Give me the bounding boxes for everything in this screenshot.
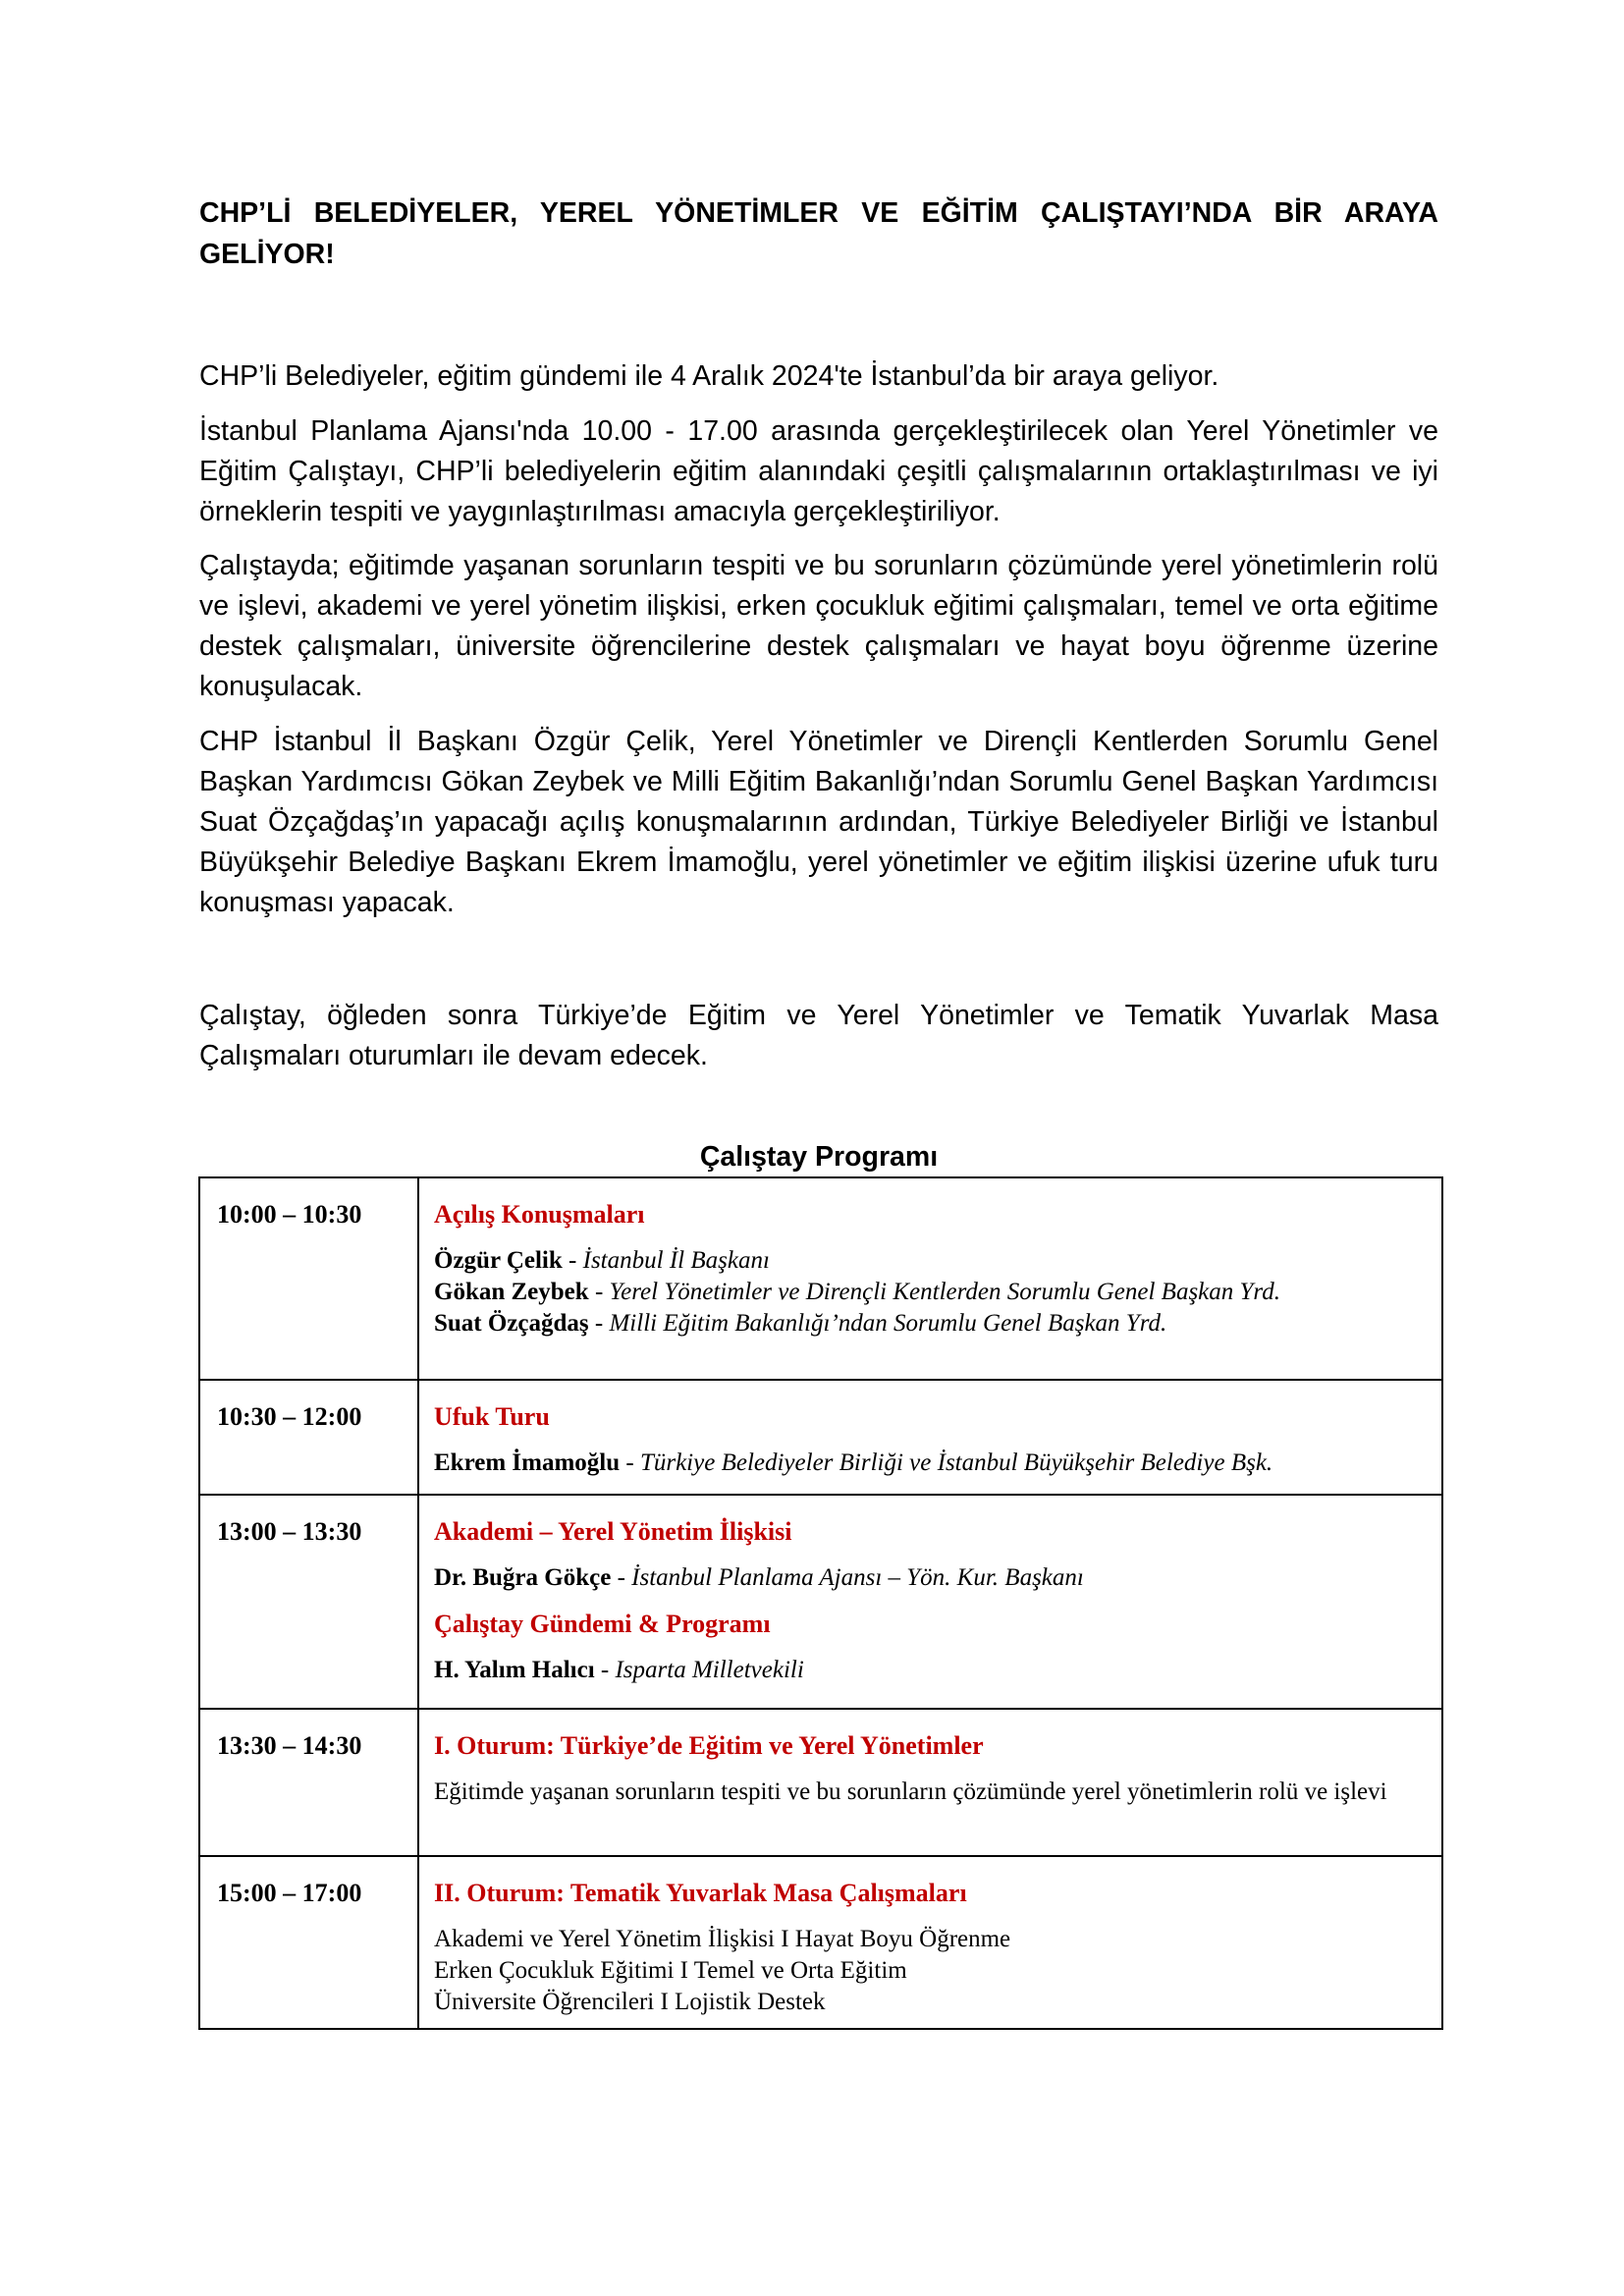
speaker-role: İstanbul İl Başkanı [582,1247,770,1274]
speaker-role: Türkiye Belediyeler Birliği ve İstanbul Büyükşehir Belediye Bşk. [639,1449,1273,1476]
session-title: Açılış Konuşmaları [434,1200,645,1229]
session-details [418,1177,1442,1380]
table-row [199,1380,1442,1495]
speaker-name: Özgür Çelik [434,1247,563,1274]
paragraph-afternoon: Çalıştay, öğleden sonra Türkiye’de Eğitim ve Yerel Yönetimler ve Tematik Yuvarlak Masa Çalışmaları oturumları ile devam edecek. [199,1000,1438,1071]
speaker: Gökan Zeybek - Yerel Yönetimler ve Dirençli Kentlerden Sorumlu Genel Başkan Yrd. [434,1279,1280,1305]
speaker-role: İstanbul Planlama Ajansı – Yön. Kur. Başkanı [631,1564,1084,1591]
speaker-name: Dr. Buğra Gökçe [434,1564,612,1591]
session-time: 10:00 – 10:30 [199,1177,418,1380]
speaker-name: H. Yalım Halıcı [434,1657,595,1683]
session-details [418,1709,1442,1856]
speaker: Dr. Buğra Gökçe - İstanbul Planlama Ajansı – Yön. Kur. Başkanı [434,1564,1084,1591]
topic-line: Akademi ve Yerel Yönetim İlişkisi I Hayat Boyu Öğrenme [434,1926,1011,1952]
paragraph-topics: Çalıştayda; eğitimde yaşanan sorunların tespiti ve bu sorunların çözümünde yerel yönetimlerin rolü ve işlevi, akademi ve yerel yönetim ilişkisi, erken çocukluk eğitimi çalışmaları, temel ve orta eğitime destek çalışmaları, üniversite öğrencilerine destek çalışmaları ve hayat boyu öğrenme üzerine konuşulacak. [199,550,1438,702]
session-description: Eğitimde yaşanan sorunların tespiti ve bu sorunların çözümünde yerel yönetimlerin rolü ve işlevi [434,1778,1387,1805]
session-time: 13:00 – 13:30 [199,1495,418,1709]
session-time: 13:30 – 14:30 [199,1709,418,1856]
table-row [199,1709,1442,1856]
speaker-name: Suat Özçağdaş [434,1310,589,1337]
paragraph-speakers: CHP İstanbul İl Başkanı Özgür Çelik, Yerel Yönetimler ve Dirençli Kentlerden Sorumlu Genel Başkan Yardımcısı Gökan Zeybek ve Milli Eğitim Bakanlığı’ndan Sorumlu Genel Başkan Yardımcısı Suat Özçağdaş’ın yapacağı açılış konuşmalarının ardından, Türkiye Belediyeler Birliği ve İstanbul Büyükşehir Belediye Başkanı Ekrem İmamoğlu, yerel yönetimler ve eğitim ilişkisi üzerine ufuk turu konuşması yapacak. [199,726,1438,918]
session-details [418,1495,1442,1709]
speaker-name: Ekrem İmamoğlu [434,1449,621,1476]
document-title: CHP’Lİ BELEDİYELER, YEREL YÖNETİMLER VE EĞİTİM ÇALIŞTAYI’NDA BİR ARAYA GELİYOR! [199,197,1438,270]
paragraph-intro: CHP’li Belediyeler, eğitim gündemi ile 4 Aralık 2024'te İstanbul’da bir araya geliyor. [199,360,1219,392]
session-time: 10:30 – 12:00 [199,1380,418,1495]
session-title: I. Oturum: Türkiye’de Eğitim ve Yerel Yönetimler [434,1731,984,1760]
session-title: Akademi – Yerel Yönetim İlişkisi [434,1517,792,1546]
session-time: 15:00 – 17:00 [199,1856,418,2029]
topic-line: Üniversite Öğrencileri I Lojistik Destek [434,1989,826,2015]
speaker-name: Gökan Zeybek [434,1279,589,1305]
program-table [198,1176,1443,2030]
session-title: II. Oturum: Tematik Yuvarlak Masa Çalışmaları [434,1879,967,1907]
table-row [199,1177,1442,1380]
speaker: Suat Özçağdaş - Milli Eğitim Bakanlığı’ndan Sorumlu Genel Başkan Yrd. [434,1310,1167,1337]
table-row [199,1495,1442,1709]
session-details [418,1380,1442,1495]
speaker-role: Yerel Yönetimler ve Dirençli Kentlerden Sorumlu Genel Başkan Yrd. [609,1279,1280,1305]
session-details [418,1856,1442,2029]
speaker-role: Milli Eğitim Bakanlığı’ndan Sorumlu Genel Başkan Yrd. [609,1310,1167,1337]
speaker: Özgür Çelik - İstanbul İl Başkanı [434,1247,770,1274]
speaker: H. Yalım Halıcı - Isparta Milletvekili [434,1657,804,1683]
speaker-role: Isparta Milletvekili [615,1657,804,1683]
table-row [199,1856,1442,2029]
session-subtitle: Çalıştay Gündemi & Programı [434,1610,771,1638]
paragraph-venue: İstanbul Planlama Ajansı'nda 10.00 - 17.00 arasında gerçekleştirilecek olan Yerel Yönetimler ve Eğitim Çalıştayı, CHP’li belediyelerin eğitim alanındaki çeşitli çalışmalarının ortaklaştırılması ve iyi örneklerin tespiti ve yaygınlaştırılması amacıyla gerçekleştiriliyor. [199,415,1438,527]
program-title: Çalıştay Programı [699,1141,939,1173]
session-title: Ufuk Turu [434,1402,550,1431]
speaker: Ekrem İmamoğlu - Türkiye Belediyeler Birliği ve İstanbul Büyükşehir Belediye Bşk. [434,1449,1273,1476]
topic-line: Erken Çocukluk Eğitimi I Temel ve Orta Eğitim [434,1957,907,1984]
